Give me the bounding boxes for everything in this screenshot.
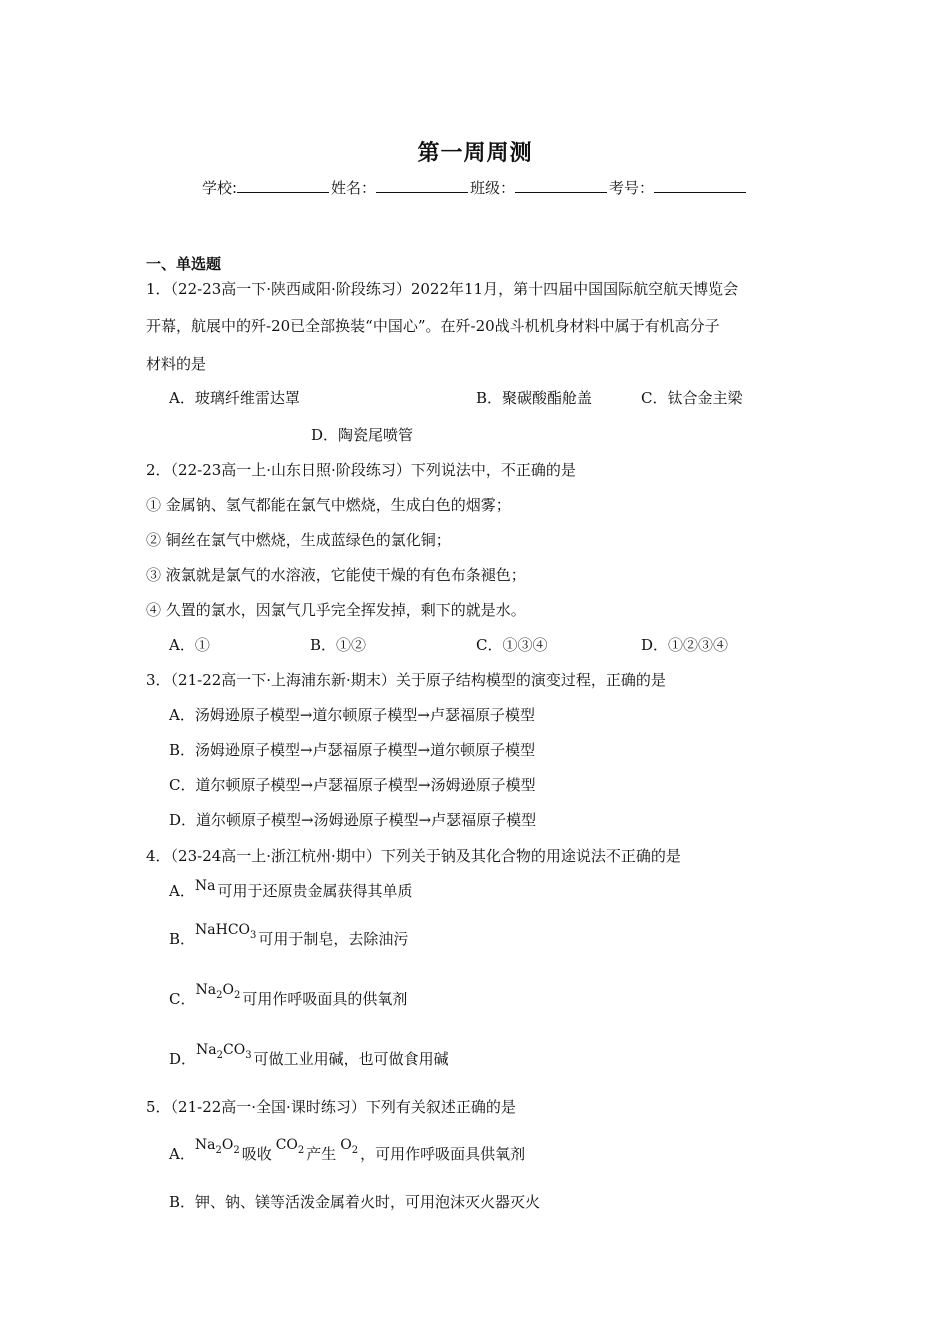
name-label: 姓名： — [331, 179, 377, 197]
exam-number-blank[interactable] — [654, 179, 746, 193]
q2-stem: 2．（22-23高一上·山东日照·阶段练习）下列说法中，不正确的是 — [146, 461, 576, 479]
option-label: B． — [169, 930, 196, 948]
section-heading: 一、单选题 — [146, 255, 222, 273]
school-blank[interactable] — [237, 179, 329, 193]
chem-formula: $Na_2CO_3$ — [196, 1042, 252, 1061]
q4-option-b[interactable] — [169, 922, 409, 951]
q1-stem-line2: 开幕，航展中的歼-20已全部换装“中国心”。在歼-20战斗机机身材料中属于有机高分子 — [146, 317, 720, 335]
q4-option-c[interactable] — [169, 982, 408, 1011]
chem-formula: NaHCO$_3$ — [195, 922, 257, 941]
q1-option-c[interactable]: C．钛合金主梁 — [641, 389, 743, 407]
q2-option-c[interactable]: C．①③④ — [476, 636, 548, 654]
q1-option-d[interactable]: D．陶瓷尾喷管 — [311, 426, 414, 444]
q3-stem: 3．（21-22高一下·上海浦东新·期末）关于原子结构模型的演变过程，正确的是 — [146, 671, 666, 689]
q3-option-a[interactable]: A．汤姆逊原子模型→道尔顿原子模型→卢瑟福原子模型 — [169, 706, 535, 724]
q4-option-a[interactable] — [169, 880, 412, 901]
q5-option-b[interactable]: B．钾、钠、镁等活泼金属着火时，可用泡沫灭火器灭火 — [169, 1193, 541, 1211]
option-text: ，可用作呼吸面具供氧剂 — [360, 1145, 526, 1163]
chem-formula: $CO_2$ — [275, 1137, 305, 1156]
option-text: 吸收 — [241, 1145, 272, 1163]
exam-number-label: 考号： — [609, 179, 655, 197]
chem-formula: Na — [194, 878, 216, 894]
q3-option-b[interactable]: B．汤姆逊原子模型→卢瑟福原子模型→道尔顿原子模型 — [169, 741, 536, 759]
option-text: 可用于还原贵金属获得其单质 — [217, 882, 413, 900]
class-label: 班级： — [470, 179, 516, 197]
page-title: 第一周周测 — [417, 141, 533, 166]
student-info-line — [0, 177, 950, 198]
q2-statement-4: ④ 久置的氯水，因氯气几乎完全挥发掉，剩下的就是水。 — [146, 601, 526, 619]
class-blank[interactable] — [515, 179, 607, 193]
option-label: A． — [169, 882, 195, 900]
q2-statement-1: ① 金属钠、氢气都能在氯气中燃烧，生成白色的烟雾； — [146, 496, 511, 514]
q1-option-b[interactable]: B．聚碳酸酯舱盖 — [476, 389, 593, 407]
chem-formula: $Na_2O_2$ — [195, 982, 241, 1001]
q2-statement-2: ② 铜丝在氯气中燃烧，生成蓝绿色的氯化铜； — [146, 531, 451, 549]
option-text: 可用作呼吸面具的供氧剂 — [242, 990, 408, 1008]
q2-option-d[interactable]: D．①②③④ — [641, 636, 729, 654]
option-label: D． — [169, 1050, 197, 1068]
chem-formula: $O_2$ — [340, 1137, 359, 1156]
name-blank[interactable] — [376, 179, 468, 193]
option-text: 产生 — [306, 1145, 337, 1163]
option-label: A． — [169, 1145, 195, 1163]
q5-stem: 5．（21-22高一·全国·课时练习）下列有关叙述正确的是 — [146, 1098, 516, 1116]
school-label: 学校: — [201, 179, 237, 197]
q4-option-d[interactable] — [169, 1042, 449, 1071]
chem-formula: $Na_2O_2$ — [194, 1137, 240, 1156]
q1-stem-line1: 1．（22-23高一下·陕西咸阳·阶段练习）2022年11月，第十四届中国国际航空航天博览会 — [146, 280, 739, 298]
q2-option-b[interactable]: B．①② — [310, 636, 367, 654]
q4-stem: 4．（23-24高一上·浙江杭州·期中）下列关于钠及其化合物的用途说法不正确的是 — [146, 847, 681, 865]
option-text: 可用于制皂，去除油污 — [258, 930, 409, 948]
option-label: C． — [169, 990, 196, 1008]
q3-option-c[interactable]: C．道尔顿原子模型→卢瑟福原子模型→汤姆逊原子模型 — [169, 776, 536, 794]
q3-option-d[interactable]: D．道尔顿原子模型→汤姆逊原子模型→卢瑟福原子模型 — [169, 811, 537, 829]
option-text: 可做工业用碱，也可做食用碱 — [253, 1050, 449, 1068]
q2-statement-3: ③ 液氯就是氯气的水溶液，它能使干燥的有色布条褪色； — [146, 566, 526, 584]
q1-stem-line3: 材料的是 — [146, 355, 207, 373]
q1-option-a[interactable]: A．玻璃纤维雷达罩 — [169, 389, 300, 407]
q5-option-a[interactable] — [169, 1137, 526, 1166]
q2-option-a[interactable]: A．① — [169, 636, 210, 654]
